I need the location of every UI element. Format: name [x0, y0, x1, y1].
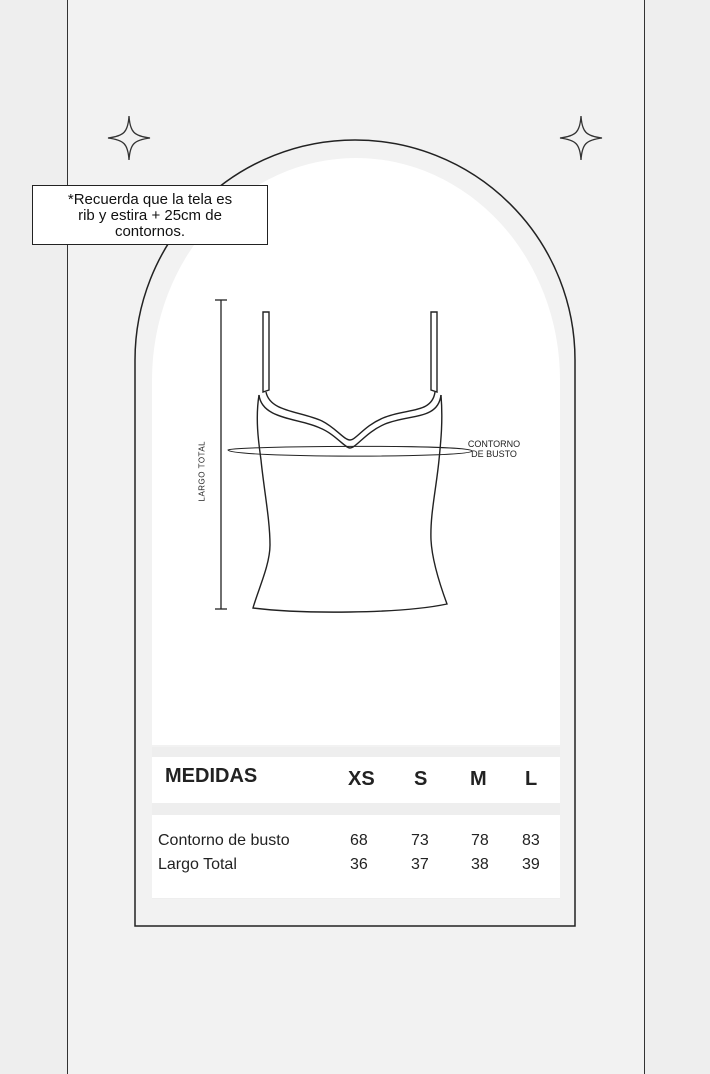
length-value-m: 38 — [471, 856, 489, 873]
size-header-l: L — [525, 768, 538, 790]
bust-value-s: 73 — [411, 832, 429, 849]
note-line-1: *Recuerda que la tela es — [67, 191, 233, 208]
bust-label-line-2: DE BUSTO — [471, 449, 517, 459]
sparkle-right-icon — [560, 116, 602, 160]
table-title: MEDIDAS — [165, 765, 258, 787]
bust-label — [458, 439, 530, 459]
size-header-s: S — [414, 768, 428, 790]
row-label-length: Largo Total — [158, 856, 237, 873]
sparkle-left-icon — [108, 116, 150, 160]
bust-label-line-1: CONTORNO — [467, 439, 521, 449]
size-header-xs: XS — [348, 768, 375, 790]
note-line-2: rib y estira + 25cm de — [78, 207, 222, 224]
length-label: LARGO TOTAL — [197, 440, 207, 502]
length-value-xs: 36 — [350, 856, 368, 873]
row-label-bust: Contorno de busto — [158, 832, 290, 849]
length-value-s: 37 — [411, 856, 429, 873]
bust-value-l: 83 — [522, 832, 540, 849]
bust-value-m: 78 — [471, 832, 489, 849]
fabric-note — [32, 185, 268, 245]
size-header-m: M — [470, 768, 487, 790]
length-value-l: 39 — [522, 856, 540, 873]
note-line-3: contornos. — [114, 223, 186, 240]
bust-value-xs: 68 — [350, 832, 368, 849]
